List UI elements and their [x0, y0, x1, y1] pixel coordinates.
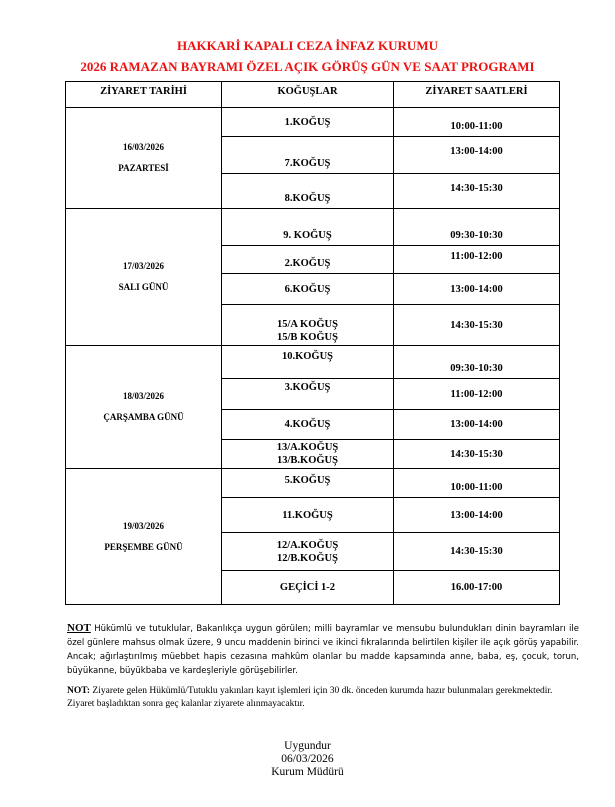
time-cell: 14:30-15:30 [394, 174, 560, 209]
visit-day: PERŞEMBE GÜNÜ [104, 541, 183, 552]
table-row [66, 108, 560, 137]
time-cell: 11:00-12:00 [394, 246, 560, 274]
ward-cell: 4.KOĞUŞ [222, 410, 394, 440]
ward-cell: 6.KOĞUŞ [222, 274, 394, 305]
day-cell [66, 108, 222, 209]
ward-cell: 8.KOĞUŞ [222, 174, 394, 209]
time-cell: 13:00-14:00 [394, 137, 560, 174]
ward-cell: GEÇİCİ 1-2 [222, 571, 394, 605]
ward-cell: 2.KOĞUŞ [222, 246, 394, 274]
visit-date: 17/03/2026 [122, 261, 164, 271]
time-cell: 14:30-15:30 [394, 533, 560, 571]
visit-day: PAZARTESİ [118, 163, 169, 173]
col-header-date: ZİYARET TARİHİ [66, 82, 222, 108]
time-cell: 14:30-15:30 [394, 440, 560, 469]
ward-cell [222, 305, 394, 346]
ward-cell: 1.KOĞUŞ [222, 108, 394, 137]
day-cell [66, 469, 222, 605]
signature-block [0, 740, 615, 779]
visit-schedule-table [65, 81, 560, 605]
visit-day: SALI GÜNÜ [118, 282, 169, 292]
time-cell: 11:00-12:00 [394, 379, 560, 410]
ward-cell [222, 533, 394, 571]
time-cell: 09:30-10:30 [394, 346, 560, 379]
time-cell: 13:00-14:00 [394, 410, 560, 440]
col-header-wards: KOĞUŞLAR [222, 82, 394, 108]
visit-date: 16/03/2026 [122, 142, 164, 152]
ward-cell: 7.KOĞUŞ [222, 137, 394, 174]
note-text: Hükümlü ve tutuklular, Bakanlıkça uygun görülen; milli bayramlar ve mensubu bulundukları dinin bayramları ile özel günlere mahsus olmak üzere, 9 uncu maddenin birinci ve ikinci fıkralarında belirtilen kişiler ile açık görüş yapabilir. Ancak; ağırlaştırılmış müebbet hapis cezasına mahkûm olanlar bu madde kapsamında anne, baba, eş, çocuk, torun, büyükanne, büyükbaba ve kardeşleriyle görüşebilirler. [67, 624, 579, 676]
day-cell [66, 209, 222, 346]
ward-cell: 3.KOĞUŞ [222, 379, 394, 410]
day-cell [66, 346, 222, 469]
ward-cell: 10.KOĞUŞ [222, 346, 394, 379]
approval-text: Uygundur [284, 740, 331, 752]
time-cell: 16.00-17:00 [394, 571, 560, 605]
approval-date: 06/03/2026 [281, 753, 334, 765]
program-title: 2026 RAMAZAN BAYRAMI ÖZEL AÇIK GÖRÜŞ GÜN VE SAAT PROGRAMI [80, 59, 535, 74]
table-row [66, 469, 560, 498]
note-text: Ziyarete gelen Hükümlü/Tutuklu yakınları kayıt işlemleri için 30 dk. önceden kurumda hazır bulunmaları gerekmektedir. Ziyaret başladıktan sonra geç kalanlar ziyarete alınmayacaktır. [67, 686, 553, 709]
time-cell: 13:00-14:00 [394, 498, 560, 533]
time-cell: 14:30-15:30 [394, 305, 560, 346]
ward-cell: 11.KOĞUŞ [222, 498, 394, 533]
ward-line-2: 15/B KOĞUŞ [277, 332, 338, 343]
table-row [66, 209, 560, 246]
note-visiting-rules [67, 621, 579, 678]
note-label: NOT [67, 622, 91, 634]
time-cell: 10:00-11:00 [394, 108, 560, 137]
time-cell: 10:00-11:00 [394, 469, 560, 498]
ward-line-1: 13/A.KOĞUŞ [276, 442, 339, 453]
institution-title: HAKKARİ KAPALI CEZA İNFAZ KURUMU [177, 38, 438, 53]
note-label: NOT: [67, 686, 91, 696]
visit-day: ÇARŞAMBA GÜNÜ [103, 412, 184, 422]
ward-cell: 5.KOĞUŞ [222, 469, 394, 498]
ward-cell [222, 440, 394, 469]
ward-line-1: 15/A KOĞUŞ [277, 319, 338, 330]
ward-line-2: 12/B.KOĞUŞ [277, 552, 338, 564]
visit-date: 19/03/2026 [122, 520, 164, 531]
ward-line-2: 13/B.KOĞUŞ [277, 455, 338, 466]
time-cell: 09:30-10:30 [394, 209, 560, 246]
visit-date: 18/03/2026 [122, 391, 164, 401]
note-registration [67, 685, 579, 711]
table-header-row [66, 82, 560, 108]
time-cell: 13:00-14:00 [394, 274, 560, 305]
signatory-title: Kurum Müdürü [271, 766, 344, 778]
ward-line-1: 12/A.KOĞUŞ [276, 539, 339, 551]
ward-cell: 9. KOĞUŞ [222, 209, 394, 246]
table-row [66, 346, 560, 379]
col-header-hours: ZİYARET SAATLERİ [394, 82, 560, 108]
